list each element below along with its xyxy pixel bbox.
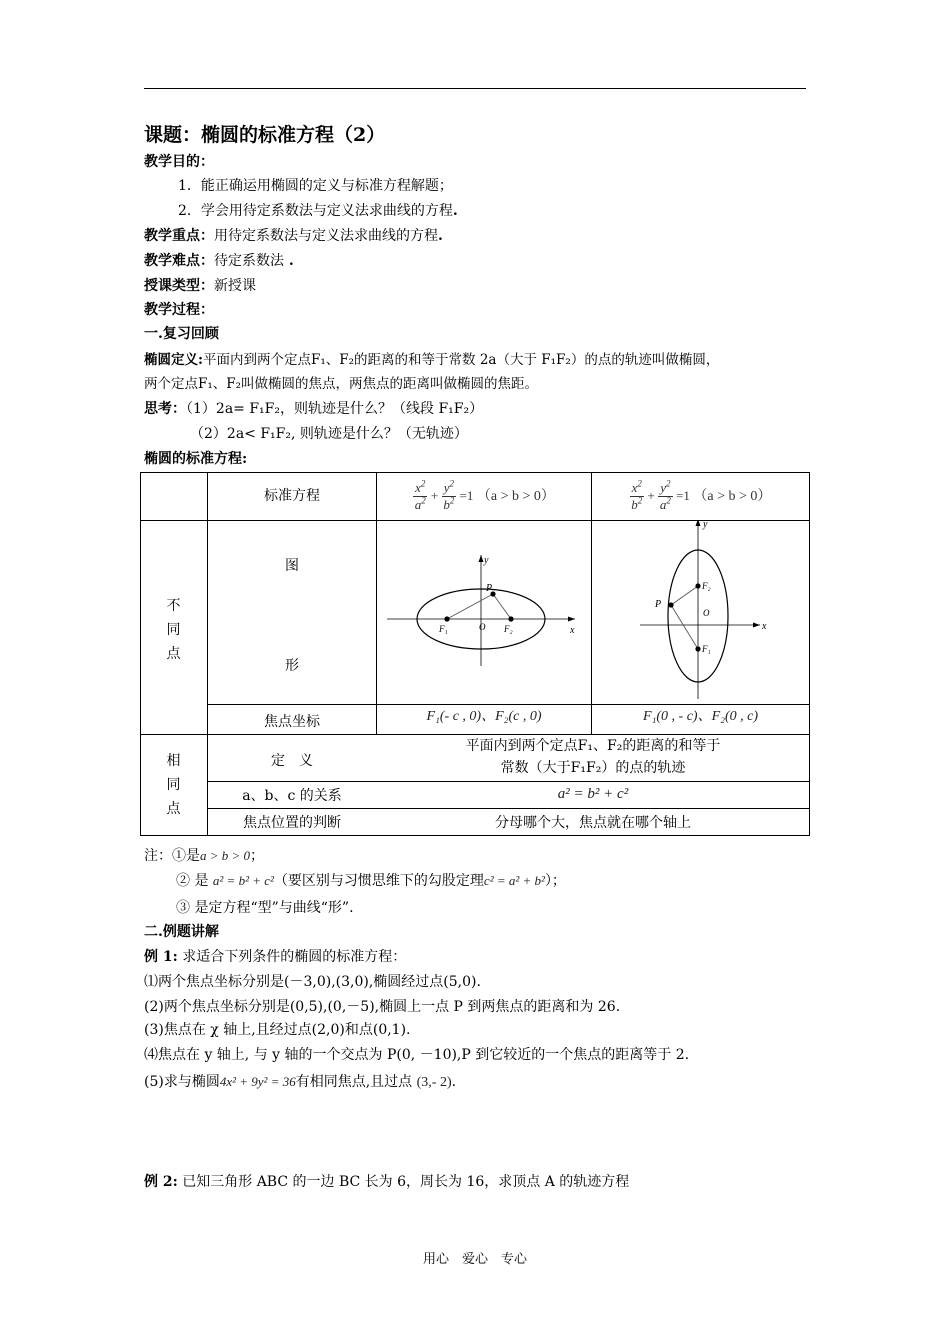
origin-label: O xyxy=(703,608,710,618)
page-title: 课题：椭圆的标准方程（2） xyxy=(144,124,386,146)
focus-coords-label: 焦点坐标 xyxy=(264,714,320,730)
focus-coords-horizontal: F₁(- c , 0)、F₂(c , 0) xyxy=(426,709,542,724)
note-2: ② 是 a² = b² + c²（要区别与习惯思维下的勾股定理c² = a² + b²）； xyxy=(176,873,566,889)
same-group-char: 点 xyxy=(166,801,181,817)
judge-label: 焦点位置的判断 xyxy=(243,815,341,831)
graph-label-top: 图 xyxy=(285,558,299,574)
focus1-label: F₁ xyxy=(702,644,711,654)
difficulty: 教学难点：待定系数法 . xyxy=(144,253,294,269)
example-1-item: ⑴两个焦点坐标分别是(－3,0),(3,0),椭圆经过点(5,0). xyxy=(144,974,481,990)
judge-value: 分母哪个大，焦点就在哪个轴上 xyxy=(495,815,691,831)
same-def-line1: 平面内到两个定点F₁、F₂的距离的和等于 xyxy=(465,738,721,754)
example-1-item: (5)求与椭圆4x² + 9y² = 36有相同焦点,且过点 (3,- 2). xyxy=(144,1074,457,1090)
section-examples: 二.例题讲解 xyxy=(144,924,219,940)
diff-group-char: 同 xyxy=(166,622,181,638)
note-1: 注：①是a > b > 0； xyxy=(144,848,265,864)
std-eq-header: 标准方程 xyxy=(264,488,320,504)
relation-label: a、b、c 的关系 xyxy=(242,788,342,804)
axis-x-label: x xyxy=(570,625,575,636)
think-1: 思考：（1）2a= F₁F₂，则轨迹是什么？（线段 F₁F₂） xyxy=(144,401,484,417)
aims-label: 教学目的： xyxy=(144,154,214,170)
standard-eq-label: 椭圆的标准方程: xyxy=(144,451,248,467)
focus-coords-vertical: F₁(0 , - c)、F₂(0 , c) xyxy=(642,709,759,724)
ellipse-table xyxy=(140,472,810,836)
vertical-ellipse-plot xyxy=(592,521,809,704)
ellipse-definition-2: 两个定点F₁、F₂叫做椭圆的焦点，两焦点的距离叫做椭圆的焦距。 xyxy=(144,376,539,392)
example-1-item: (2)两个焦点坐标分别是(0,5),(0,－5),椭圆上一点 P 到两焦点的距离和为 26. xyxy=(144,999,621,1015)
page-footer: 用心 爱心 专心 xyxy=(422,1252,527,1267)
relation-value: a² = b² + c² xyxy=(557,786,629,802)
graph-label-bottom: 形 xyxy=(285,658,299,674)
diff-group-char: 点 xyxy=(166,646,181,662)
same-group-char: 相 xyxy=(166,753,181,769)
axis-y-label: y xyxy=(484,555,489,566)
ellipse-definition: 椭圆定义:平面内到两个定点F₁、F₂的距离的和等于常数 2a（大于 F₁F₂）的点的轨迹叫做椭圆， xyxy=(144,352,720,368)
example-2: 例 2: 已知三角形 ABC 的一边 BC 长为 6，周长为 16，求顶点 A 的轨迹方程 xyxy=(144,1174,630,1190)
key-point: 教学重点：用待定系数法与定义法求曲线的方程. xyxy=(144,228,443,244)
process-label: 教学过程： xyxy=(144,302,214,318)
focus1-label: F₁ xyxy=(439,624,448,634)
example-1-item: ⑷焦点在 y 轴上, 与 y 轴的一个交点为 P(0, －10),P 到它较近的一个焦点的距离等于 2. xyxy=(144,1047,690,1063)
aim-item: 2．学会用待定系数法与定义法求曲线的方程. xyxy=(178,203,458,219)
focus2-label: F₂ xyxy=(702,581,711,591)
aim-item: 1．能正确运用椭圆的定义与标准方程解题； xyxy=(178,178,453,194)
std-eq-vertical: $\frac{x^2}{b^2}$ + $\frac{y^2}{a^2}$ =1 （a > b > 0） xyxy=(631,478,772,513)
note-3: ③ 是定方程“型”与曲线“形”. xyxy=(176,900,354,916)
example-1-heading: 例 1: 求适合下列条件的椭圆的标准方程： xyxy=(144,949,407,965)
axis-x-label: x xyxy=(762,621,767,632)
example-1-item: (3)焦点在 χ 轴上,且经过点(2,0)和点(0,1). xyxy=(144,1022,411,1038)
horizontal-ellipse-plot xyxy=(377,521,591,704)
point-p-label: P xyxy=(655,599,662,610)
think-2: （2）2a< F₁F₂, 则轨迹是什么？（无轨迹） xyxy=(190,426,468,442)
diff-group-char: 不 xyxy=(166,598,181,614)
same-def-line2: 常数（大于F₁F₂）的点的轨迹 xyxy=(500,760,686,776)
lesson-type: 授课类型：新授课 xyxy=(144,278,256,294)
same-group-char: 同 xyxy=(166,777,181,793)
same-def-label: 定 义 xyxy=(271,753,313,769)
focus2-label: F₂ xyxy=(504,624,513,634)
section-review: 一.复习回顾 xyxy=(144,326,219,342)
point-p-label: P xyxy=(486,583,493,594)
std-eq-horizontal: $\frac{x^2}{a^2}$ + $\frac{y^2}{b^2}$ =1 （a > b > 0） xyxy=(414,478,555,513)
axis-y-label: y xyxy=(703,521,708,530)
origin-label: O xyxy=(479,622,486,632)
header-rule xyxy=(144,88,806,89)
